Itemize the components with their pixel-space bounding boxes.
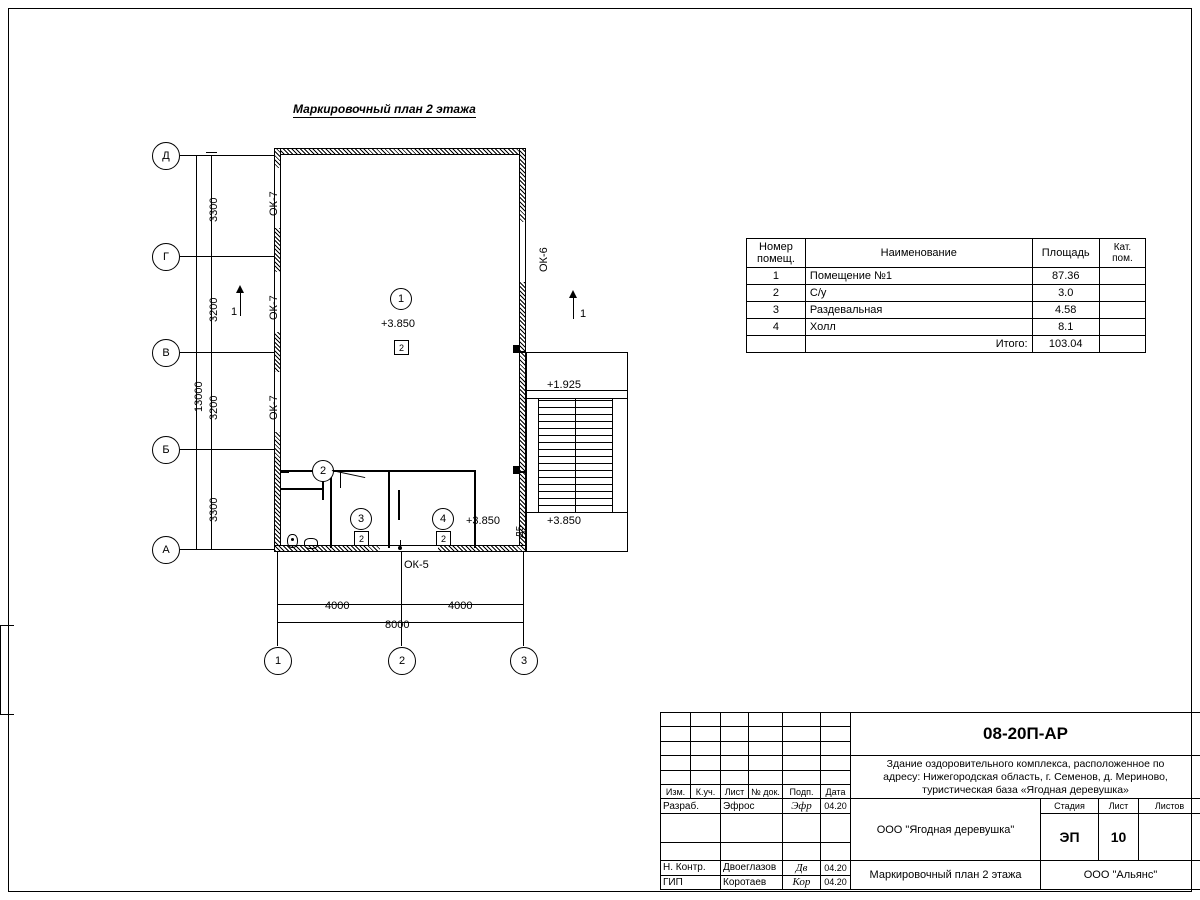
partition-vertical-3: [474, 470, 476, 548]
partition-vertical-2: [388, 470, 390, 548]
stamp-empty-cell: [721, 770, 749, 784]
window-label-ok7-c: ОК-7: [268, 395, 280, 420]
stamp-empty-cell: [749, 741, 783, 755]
dim-tick-v-5: [206, 549, 217, 550]
stamp-date-razrab: 04.20: [821, 799, 851, 813]
stamp-signature-razrab: Эфр: [783, 799, 821, 813]
header-room-area: Площадь: [1032, 239, 1099, 268]
section-arrow-right-line: [573, 295, 574, 319]
stamp-date-empty-2: [821, 842, 851, 861]
grid-line-v: [180, 352, 274, 353]
door-leaf-2: [398, 490, 400, 520]
grid-line-a: [180, 549, 274, 550]
stair-bottom-line: [527, 512, 627, 513]
stair-treads-left: [539, 400, 575, 511]
stamp-col-kuch: К.уч.: [691, 785, 721, 799]
stamp-name-empty-2: [721, 842, 783, 861]
dim-value-8000-total: 8000: [385, 619, 410, 631]
partition-vertical-1: [330, 470, 332, 548]
stair-edge-right: [627, 390, 628, 520]
window-label-ok5: ОК-5: [404, 559, 429, 571]
stamp-name-gip: Коротаев: [721, 875, 783, 889]
stamp-empty-cell: [691, 756, 721, 770]
stamp-stage-label: Стадия: [1041, 799, 1099, 813]
stamp-role-gip: ГИП: [661, 875, 721, 889]
stamp-empty-cell: [721, 756, 749, 770]
stamp-empty-cell: [661, 770, 691, 784]
dim-value-4000-right: 4000: [448, 600, 473, 612]
cell-room-name: Раздевальная: [805, 302, 1032, 319]
stamp-empty-cell: [721, 741, 749, 755]
stamp-empty-cell: [783, 713, 821, 727]
room-number-2: 2: [312, 460, 334, 482]
dim-tick-h-4: [277, 617, 278, 628]
cell-room-name: Помещение №1: [805, 268, 1032, 285]
stamp-empty-cell: [661, 727, 691, 741]
stamp-empty-cell: [691, 770, 721, 784]
level-mark-3850-hall: +3.850: [466, 515, 500, 527]
cell-room-number: 3: [747, 302, 806, 319]
sheet-margin-mark-1: [0, 625, 14, 626]
cell-room-name: Холл: [805, 319, 1032, 336]
grid-bubble-b: Б: [152, 436, 180, 464]
stamp-col-ndok: № док.: [749, 785, 783, 799]
table-row: [747, 268, 1146, 285]
dim-tick-h-5: [523, 617, 524, 628]
stamp-lists-value: [1139, 813, 1200, 860]
stamp-empty-cell: [783, 756, 821, 770]
dim-tick-h-3: [523, 599, 524, 610]
total-label: Итого:: [805, 336, 1032, 353]
stamp-date-empty-1: [821, 813, 851, 842]
stamp-customer: ООО "Ягодная деревушка": [851, 799, 1041, 861]
table-total-row: [747, 336, 1146, 353]
cell-room-area: 8.1: [1032, 319, 1099, 336]
stamp-date-ncontr: 04.20: [821, 861, 851, 875]
stamp-signature-ncontr: Дв: [783, 861, 821, 875]
stamp-empty-cell: [691, 741, 721, 755]
leader-dot: [398, 546, 402, 550]
stamp-empty-cell: [821, 770, 851, 784]
stamp-list-label: Лист: [1099, 799, 1139, 813]
stamp-empty-cell: [721, 727, 749, 741]
cell-room-category: [1099, 285, 1145, 302]
stamp-empty-cell: [661, 741, 691, 755]
grid-line-d: [180, 155, 274, 156]
wall-right-mid: [519, 352, 526, 472]
toilet-fixture: [287, 534, 298, 548]
window-opening-ok6: [520, 222, 525, 282]
stamp-stage-value: ЭП: [1041, 813, 1099, 860]
door-label-d5: Д5: [515, 525, 526, 538]
stamp-col-izm: Изм.: [661, 785, 691, 799]
grid-bubble-d: Д: [152, 142, 180, 170]
dim-tick-h-2: [401, 599, 402, 610]
wall-right-lower: [519, 472, 526, 552]
stamp-document-code: 08-20П-АР: [851, 713, 1200, 756]
grid-line-b: [180, 449, 274, 450]
header-room-number: Номер помещ.: [747, 239, 806, 268]
section-mark-left: 1: [231, 306, 238, 318]
wall-stub-b: [513, 345, 520, 353]
wall-stub-a: [281, 470, 289, 473]
dim-value-3300-top: 3300: [208, 197, 220, 222]
sheet-border-top: [8, 8, 1192, 9]
node-tag-4: 2: [436, 531, 451, 546]
stamp-signature-empty-2: [783, 842, 821, 861]
stamp-empty-cell: [749, 727, 783, 741]
sheet-margin-mark-3: [0, 625, 1, 715]
grid-bubble-2: 2: [388, 647, 416, 675]
sheet-border-bottom: [8, 891, 1192, 892]
level-mark-3850-porch: +3.850: [547, 515, 581, 527]
stamp-empty-cell: [661, 713, 691, 727]
grid-bubble-a: А: [152, 536, 180, 564]
cell-room-area: 87.36: [1032, 268, 1099, 285]
cell-room-number: 1: [747, 268, 806, 285]
plan-title: Маркировочный план 2 этажа: [293, 102, 476, 116]
stamp-name-ncontr: Двоеглазов: [721, 861, 783, 875]
stamp-empty-cell: [821, 713, 851, 727]
grid-bubble-v: В: [152, 339, 180, 367]
grid-bubble-g: Г: [152, 243, 180, 271]
stamp-empty-cell: [721, 713, 749, 727]
dim-value-3200-upper: 3200: [208, 297, 220, 322]
dim-tick-h-1: [277, 599, 278, 610]
stamp-date-gip: 04.20: [821, 875, 851, 889]
dim-tick-v-4: [206, 449, 217, 450]
stair-treads-right: [576, 400, 612, 511]
stamp-empty-cell: [783, 770, 821, 784]
stamp-empty-cell: [691, 727, 721, 741]
fixture-dot: [291, 538, 294, 541]
stamp-empty-cell: [749, 756, 783, 770]
stair-rail-right: [612, 399, 613, 512]
room-number-3: 3: [350, 508, 372, 530]
stamp-signature-empty-1: [783, 813, 821, 842]
window-label-ok7-b: ОК-7: [268, 295, 280, 320]
dim-line-vertical-outer: [196, 155, 197, 549]
stamp-empty-cell: [821, 727, 851, 741]
header-room-category: Кат. пом.: [1099, 239, 1145, 268]
stamp-col-data: Дата: [821, 785, 851, 799]
partition-wc-left: [281, 488, 323, 490]
cell-room-category: [1099, 319, 1145, 336]
explication-table: [746, 238, 1146, 353]
stamp-name-empty-1: [721, 813, 783, 842]
stamp-role-empty-2: [661, 842, 721, 861]
dim-value-3300-bottom: 3300: [208, 497, 220, 522]
table-row: [747, 319, 1146, 336]
room-number-1: 1: [390, 288, 412, 310]
header-room-name: Наименование: [805, 239, 1032, 268]
cell-room-name: С/у: [805, 285, 1032, 302]
stamp-empty-cell: [661, 756, 691, 770]
section-mark-right: 1: [580, 308, 587, 320]
level-mark-1925: +1.925: [547, 379, 581, 391]
dim-tick-v-2: [206, 256, 217, 257]
partition-horizontal-main: [281, 470, 475, 472]
cell-room-number: 4: [747, 319, 806, 336]
table-row: [747, 302, 1146, 319]
stamp-empty-cell: [749, 770, 783, 784]
grid-line-g: [180, 256, 274, 257]
stamp-designer-org: ООО "Альянс": [1041, 861, 1200, 890]
sheet-border-left: [8, 8, 9, 892]
stair-rail-left: [538, 399, 539, 512]
dim-value-4000-left: 4000: [325, 600, 350, 612]
total-value: 103.04: [1032, 336, 1099, 353]
stamp-object-description: Здание оздоровительного комплекса, расположенное по адресу: Нижегородская область, г. Семенов, д. Мериново, туристическая база «Ягодная деревушка»: [851, 756, 1200, 799]
stamp-name-razrab: Эфрос: [721, 799, 783, 813]
section-arrow-left-head: [236, 285, 244, 293]
grid-bubble-3: 3: [510, 647, 538, 675]
dim-tick-v-1: [206, 152, 217, 153]
stamp-sheet-name: Маркировочный план 2 этажа: [851, 861, 1041, 890]
stamp-signature-gip: Кор: [783, 875, 821, 889]
total-category: [1099, 336, 1145, 353]
stamp-empty-cell: [783, 741, 821, 755]
cell-room-area: 3.0: [1032, 285, 1099, 302]
node-tag-3: 2: [354, 531, 369, 546]
node-tag-main: 2: [394, 340, 409, 355]
stamp-role-empty-1: [661, 813, 721, 842]
cell-room-number: 2: [747, 285, 806, 302]
section-arrow-right-head: [569, 290, 577, 298]
cell-room-area: 4.58: [1032, 302, 1099, 319]
stamp-col-list: Лист: [721, 785, 749, 799]
stamp-role-razrab: Разраб.: [661, 799, 721, 813]
wall-top: [274, 148, 526, 155]
sink-fixture: [304, 538, 318, 549]
cell-room-category: [1099, 268, 1145, 285]
stamp-role-ncontr: Н. Контр.: [661, 861, 721, 875]
stamp-lists-label: Листов: [1139, 799, 1200, 813]
sheet-margin-mark-2: [0, 714, 14, 715]
dim-tick-v-3: [206, 352, 217, 353]
table-row: [747, 285, 1146, 302]
dim-value-13000-total: 13000: [193, 381, 205, 412]
cell-room-category: [1099, 302, 1145, 319]
window-label-ok6: ОК-6: [538, 247, 550, 272]
dim-value-3200-lower: 3200: [208, 395, 220, 420]
stamp-empty-cell: [749, 713, 783, 727]
window-label-ok7-a: ОК-7: [268, 191, 280, 216]
stamp-list-value: 10: [1099, 813, 1139, 860]
stamp-empty-cell: [821, 756, 851, 770]
stamp-empty-cell: [821, 741, 851, 755]
stamp-col-podp: Подп.: [783, 785, 821, 799]
room-number-4: 4: [432, 508, 454, 530]
total-spacer: [747, 336, 806, 353]
explication-header-row: [747, 239, 1146, 268]
level-mark-3850-main: +3.850: [381, 318, 415, 330]
stamp-empty-cell: [691, 713, 721, 727]
grid-bubble-1: 1: [264, 647, 292, 675]
title-block: [660, 712, 1200, 890]
stamp-empty-cell: [783, 727, 821, 741]
section-arrow-left-line: [240, 290, 241, 316]
wall-stub-c: [513, 466, 520, 474]
